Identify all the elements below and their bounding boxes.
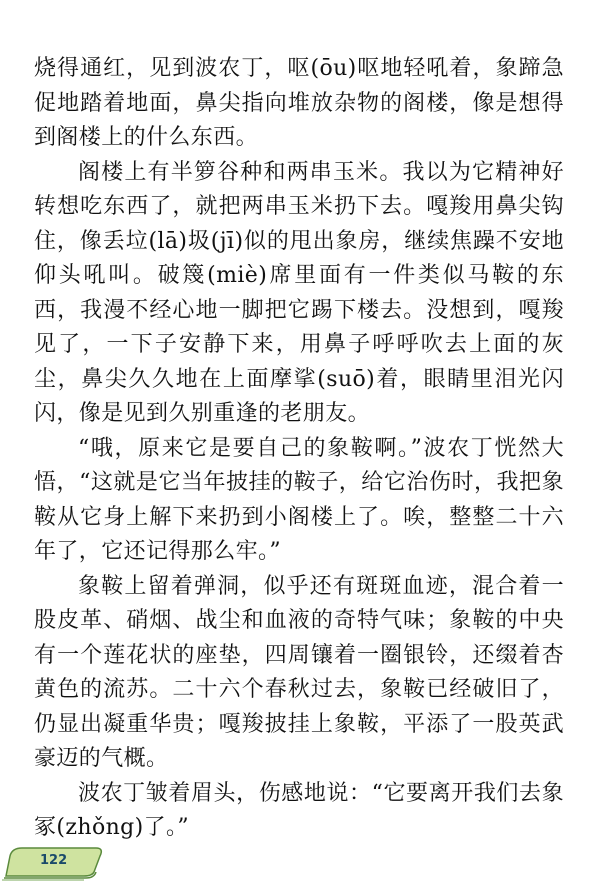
paragraph-2: 阁楼上有半箩谷种和两串玉米。我以为它精神好转想吃东西了，就把两串玉米扔下去。嘎羧用鼻尖钩住，像丢垃(lā)圾(jī)似的甩出象房，继续焦躁不安地仰头吼叫。破篾(miè)席里面有一件类似马鞍的东西，我漫不经心地一脚把它踢下楼去。没想到，嘎羧见了，一下子安静下来，用鼻子呼呼吹去上面的灰尘，鼻尖久久地在上面摩挲(suō)着，眼睛里泪光闪闪，像是见到久别重逢的老朋友。 [34, 159, 564, 426]
paragraph-5: 波农丁皱着眉头，伤感地说：“它要离开我们去象冢(zhǒng)了。” [34, 780, 564, 840]
paragraph-3: “哦，原来它是要自己的象鞍啊。”波农丁恍然大悟，“这就是它当年披挂的鞍子，给它治伤时，我把象鞍从它身上解下来扔到小阁楼上了。唉，整整二十六年了，它还记得那么牢。” [34, 435, 564, 564]
paragraph-1: 烧得通红，见到波农丁，呕(ōu)呕地轻吼着，象蹄急促地踏着地面，鼻尖指向堆放杂物的阁楼，像是想得到阁楼上的什么东西。 [34, 56, 564, 150]
page-number: 122 [40, 853, 68, 868]
page-body-text [34, 52, 564, 846]
paragraph-4: 象鞍上留着弹洞，似乎还有斑斑血迹，混合着一股皮革、硝烟、战尘和血液的奇特气味；象鞍的中央有一个莲花状的座垫，四周镶着一圈银铃，还缀着杏黄色的流苏。二十六个春秋过去，象鞍已经破旧了，仍显出凝重华贵；嘎羧披挂上象鞍，平添了一股英武豪迈的气概。 [34, 573, 564, 771]
page-number-badge [0, 842, 130, 882]
